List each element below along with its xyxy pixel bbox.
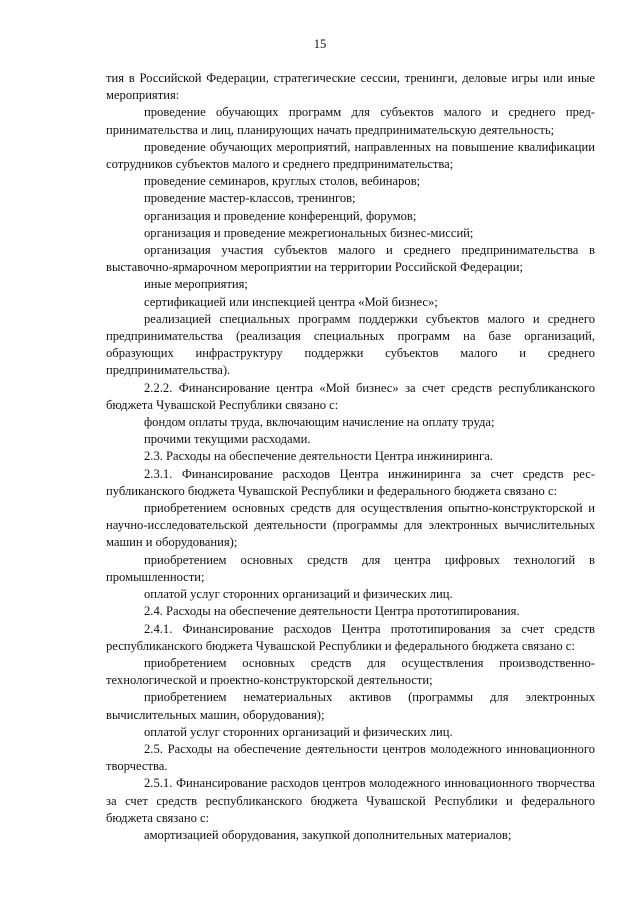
document-paragraph: сертификацией или инспекцией центра «Мой бизнес»; <box>144 294 438 309</box>
document-paragraph: фондом оплаты труда, включающим начисление на оплату труда; <box>144 415 495 430</box>
document-paragraph: приобретением нематериальных активов (программы для электронных вычислительных машин, оборудования); <box>106 690 595 722</box>
page-number: 15 <box>313 37 327 51</box>
document-paragraph: приобретением основных средств для центра цифровых технологий в промышленности; <box>106 552 595 584</box>
document-paragraph: 2.2.2. Финансирование центра «Мой бизнес» за счет средств республиканского бюджета Чувашской Республики связано с: <box>106 380 595 412</box>
document-paragraph: амортизацией оборудования, закупкой дополнительных материалов; <box>144 827 512 842</box>
document-paragraph: проведение мастер-классов, тренингов; <box>144 191 356 206</box>
document-paragraph: 2.3. Расходы на обеспечение деятельности Центра инжиниринга. <box>144 449 493 464</box>
document-paragraph: проведение обучающих программ для субъектов малого и среднего предпринимательства и лиц, планирующих начать предпринимательскую деятельность; <box>106 105 595 137</box>
document-paragraph: прочими текущими расходами. <box>144 432 311 447</box>
document-paragraph: проведение обучающих мероприятий, направленных на повышение квалификации сотрудников субъектов малого и среднего предпринимательства; <box>106 139 595 172</box>
document-paragraph: приобретением основных средств для осуществления опытно-конструкторской и научно-исследовательской деятельности (программы для электронных вычислительных машин и оборудования); <box>106 501 595 550</box>
document-paragraph: 2.4.1. Финансирование расходов Центра прототипирования за счет средств республиканского бюджета Чувашской Республики и федерального бюджета связано с: <box>106 621 595 653</box>
document-paragraph: организация и проведение конференций, форумов; <box>144 208 417 223</box>
document-paragraph: реализацией специальных программ поддержки субъектов малого и среднего предпринимательства (реализация специальных программ на базе организаций, образующих инфраструктуру поддержки субъектов малого и среднего предпринимательства). <box>106 311 595 378</box>
document-paragraph: приобретением основных средств для осуществления производственно-технологической и проектно-конструкторской деятельности; <box>106 655 595 688</box>
document-paragraph: проведение семинаров, круглых столов, вебинаров; <box>144 174 421 189</box>
document-paragraph: 2.5.1. Финансирование расходов центров молодежного инновационного творчества за счет средств республиканского бюджета Чувашской Республики и федерального бюджета связано с: <box>106 776 595 825</box>
document-paragraph: оплатой услуг сторонних организаций и физических лиц. <box>144 724 453 739</box>
document-paragraph: иные мероприятия; <box>144 277 248 292</box>
document-body <box>106 70 595 844</box>
document-paragraph: 2.4. Расходы на обеспечение деятельности Центра прототипирования. <box>144 604 520 619</box>
document-paragraph: оплатой услуг сторонних организаций и физических лиц. <box>144 587 453 602</box>
document-paragraph: 2.5. Расходы на обеспечение деятельности центров молодежного инновационного творчества. <box>106 741 595 774</box>
document-paragraph: тия в Российской Федерации, стратегические сессии, тренинги, деловые игры или иные мероприятия: <box>106 71 595 103</box>
document-paragraph: 2.3.1. Финансирование расходов Центра инжиниринга за счет средств республиканского бюджета Чувашской Республики и федерального бюджета связано с: <box>106 466 595 498</box>
document-paragraph: организация и проведение межрегиональных бизнес-миссий; <box>144 225 474 240</box>
document-paragraph: организация участия субъектов малого и среднего предпринимательства в выставочно-ярмарочном мероприятии на территории Российской Федерации; <box>106 243 595 275</box>
